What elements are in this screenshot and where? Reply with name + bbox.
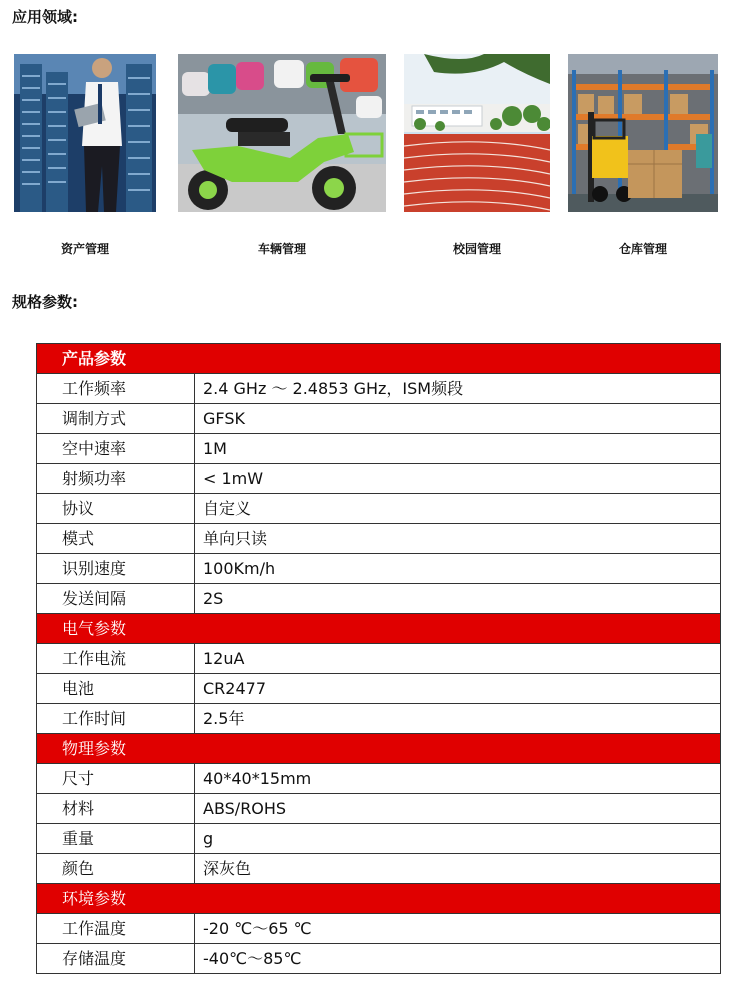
param-value: CR2477	[195, 674, 721, 704]
param-name: 空中速率	[37, 434, 195, 464]
section-header-environment: 环境参数	[37, 884, 721, 914]
param-name: 工作时间	[37, 704, 195, 734]
param-value: 单向只读	[195, 524, 721, 554]
param-name: 重量	[37, 824, 195, 854]
app-card-vehicle-management	[178, 54, 386, 256]
param-name: 发送间隔	[37, 584, 195, 614]
table-row	[37, 524, 721, 554]
section-header-row	[37, 884, 721, 914]
param-value: 2.4 GHz ～ 2.4853 GHz，ISM频段	[195, 374, 721, 404]
param-value: -40℃～85℃	[195, 944, 721, 974]
param-value: 12uA	[195, 644, 721, 674]
param-value: g	[195, 824, 721, 854]
table-row	[37, 764, 721, 794]
table-row	[37, 494, 721, 524]
campus-track-image	[404, 54, 550, 212]
param-value: 100Km/h	[195, 554, 721, 584]
param-name: 存储温度	[37, 944, 195, 974]
app-card-campus-management	[404, 54, 550, 256]
app-card-asset-management	[14, 54, 156, 256]
param-value: GFSK	[195, 404, 721, 434]
param-value: -20 ℃～65 ℃	[195, 914, 721, 944]
table-row	[37, 854, 721, 884]
param-name: 调制方式	[37, 404, 195, 434]
app-caption: 仓库管理	[618, 242, 667, 256]
table-row	[37, 374, 721, 404]
table-row	[37, 914, 721, 944]
warehouse-image	[568, 54, 718, 212]
param-name: 模式	[37, 524, 195, 554]
table-row	[37, 404, 721, 434]
param-name: 工作电流	[37, 644, 195, 674]
section-header-electrical: 电气参数	[37, 614, 721, 644]
section-header-row	[37, 344, 721, 374]
param-name: 识别速度	[37, 554, 195, 584]
param-name: 材料	[37, 794, 195, 824]
table-row	[37, 554, 721, 584]
param-value: ABS/ROHS	[195, 794, 721, 824]
table-row	[37, 644, 721, 674]
param-value: < 1mW	[195, 464, 721, 494]
app-caption: 车辆管理	[257, 242, 306, 256]
param-value: 2S	[195, 584, 721, 614]
app-card-warehouse-management	[568, 54, 718, 256]
table-row	[37, 464, 721, 494]
specifications-title: 规格参数:	[12, 293, 78, 311]
application-areas-title: 应用领域:	[12, 8, 78, 26]
param-name: 电池	[37, 674, 195, 704]
table-row	[37, 674, 721, 704]
param-name: 颜色	[37, 854, 195, 884]
table-row	[37, 794, 721, 824]
param-value: 2.5年	[195, 704, 721, 734]
section-header-row	[37, 734, 721, 764]
section-header-physical: 物理参数	[37, 734, 721, 764]
section-header-product: 产品参数	[37, 344, 721, 374]
specifications-table	[36, 343, 721, 974]
param-value: 深灰色	[195, 854, 721, 884]
table-row	[37, 584, 721, 614]
section-header-row	[37, 614, 721, 644]
param-value: 40*40*15mm	[195, 764, 721, 794]
param-name: 协议	[37, 494, 195, 524]
param-name: 射频功率	[37, 464, 195, 494]
param-value: 自定义	[195, 494, 721, 524]
param-name: 工作频率	[37, 374, 195, 404]
param-name: 尺寸	[37, 764, 195, 794]
table-row	[37, 944, 721, 974]
table-row	[37, 704, 721, 734]
electric-bikes-image	[178, 54, 386, 212]
server-room-image	[14, 54, 156, 212]
app-caption: 资产管理	[60, 242, 109, 256]
param-value: 1M	[195, 434, 721, 464]
table-row	[37, 434, 721, 464]
table-row	[37, 824, 721, 854]
param-name: 工作温度	[37, 914, 195, 944]
app-caption: 校园管理	[452, 242, 501, 256]
